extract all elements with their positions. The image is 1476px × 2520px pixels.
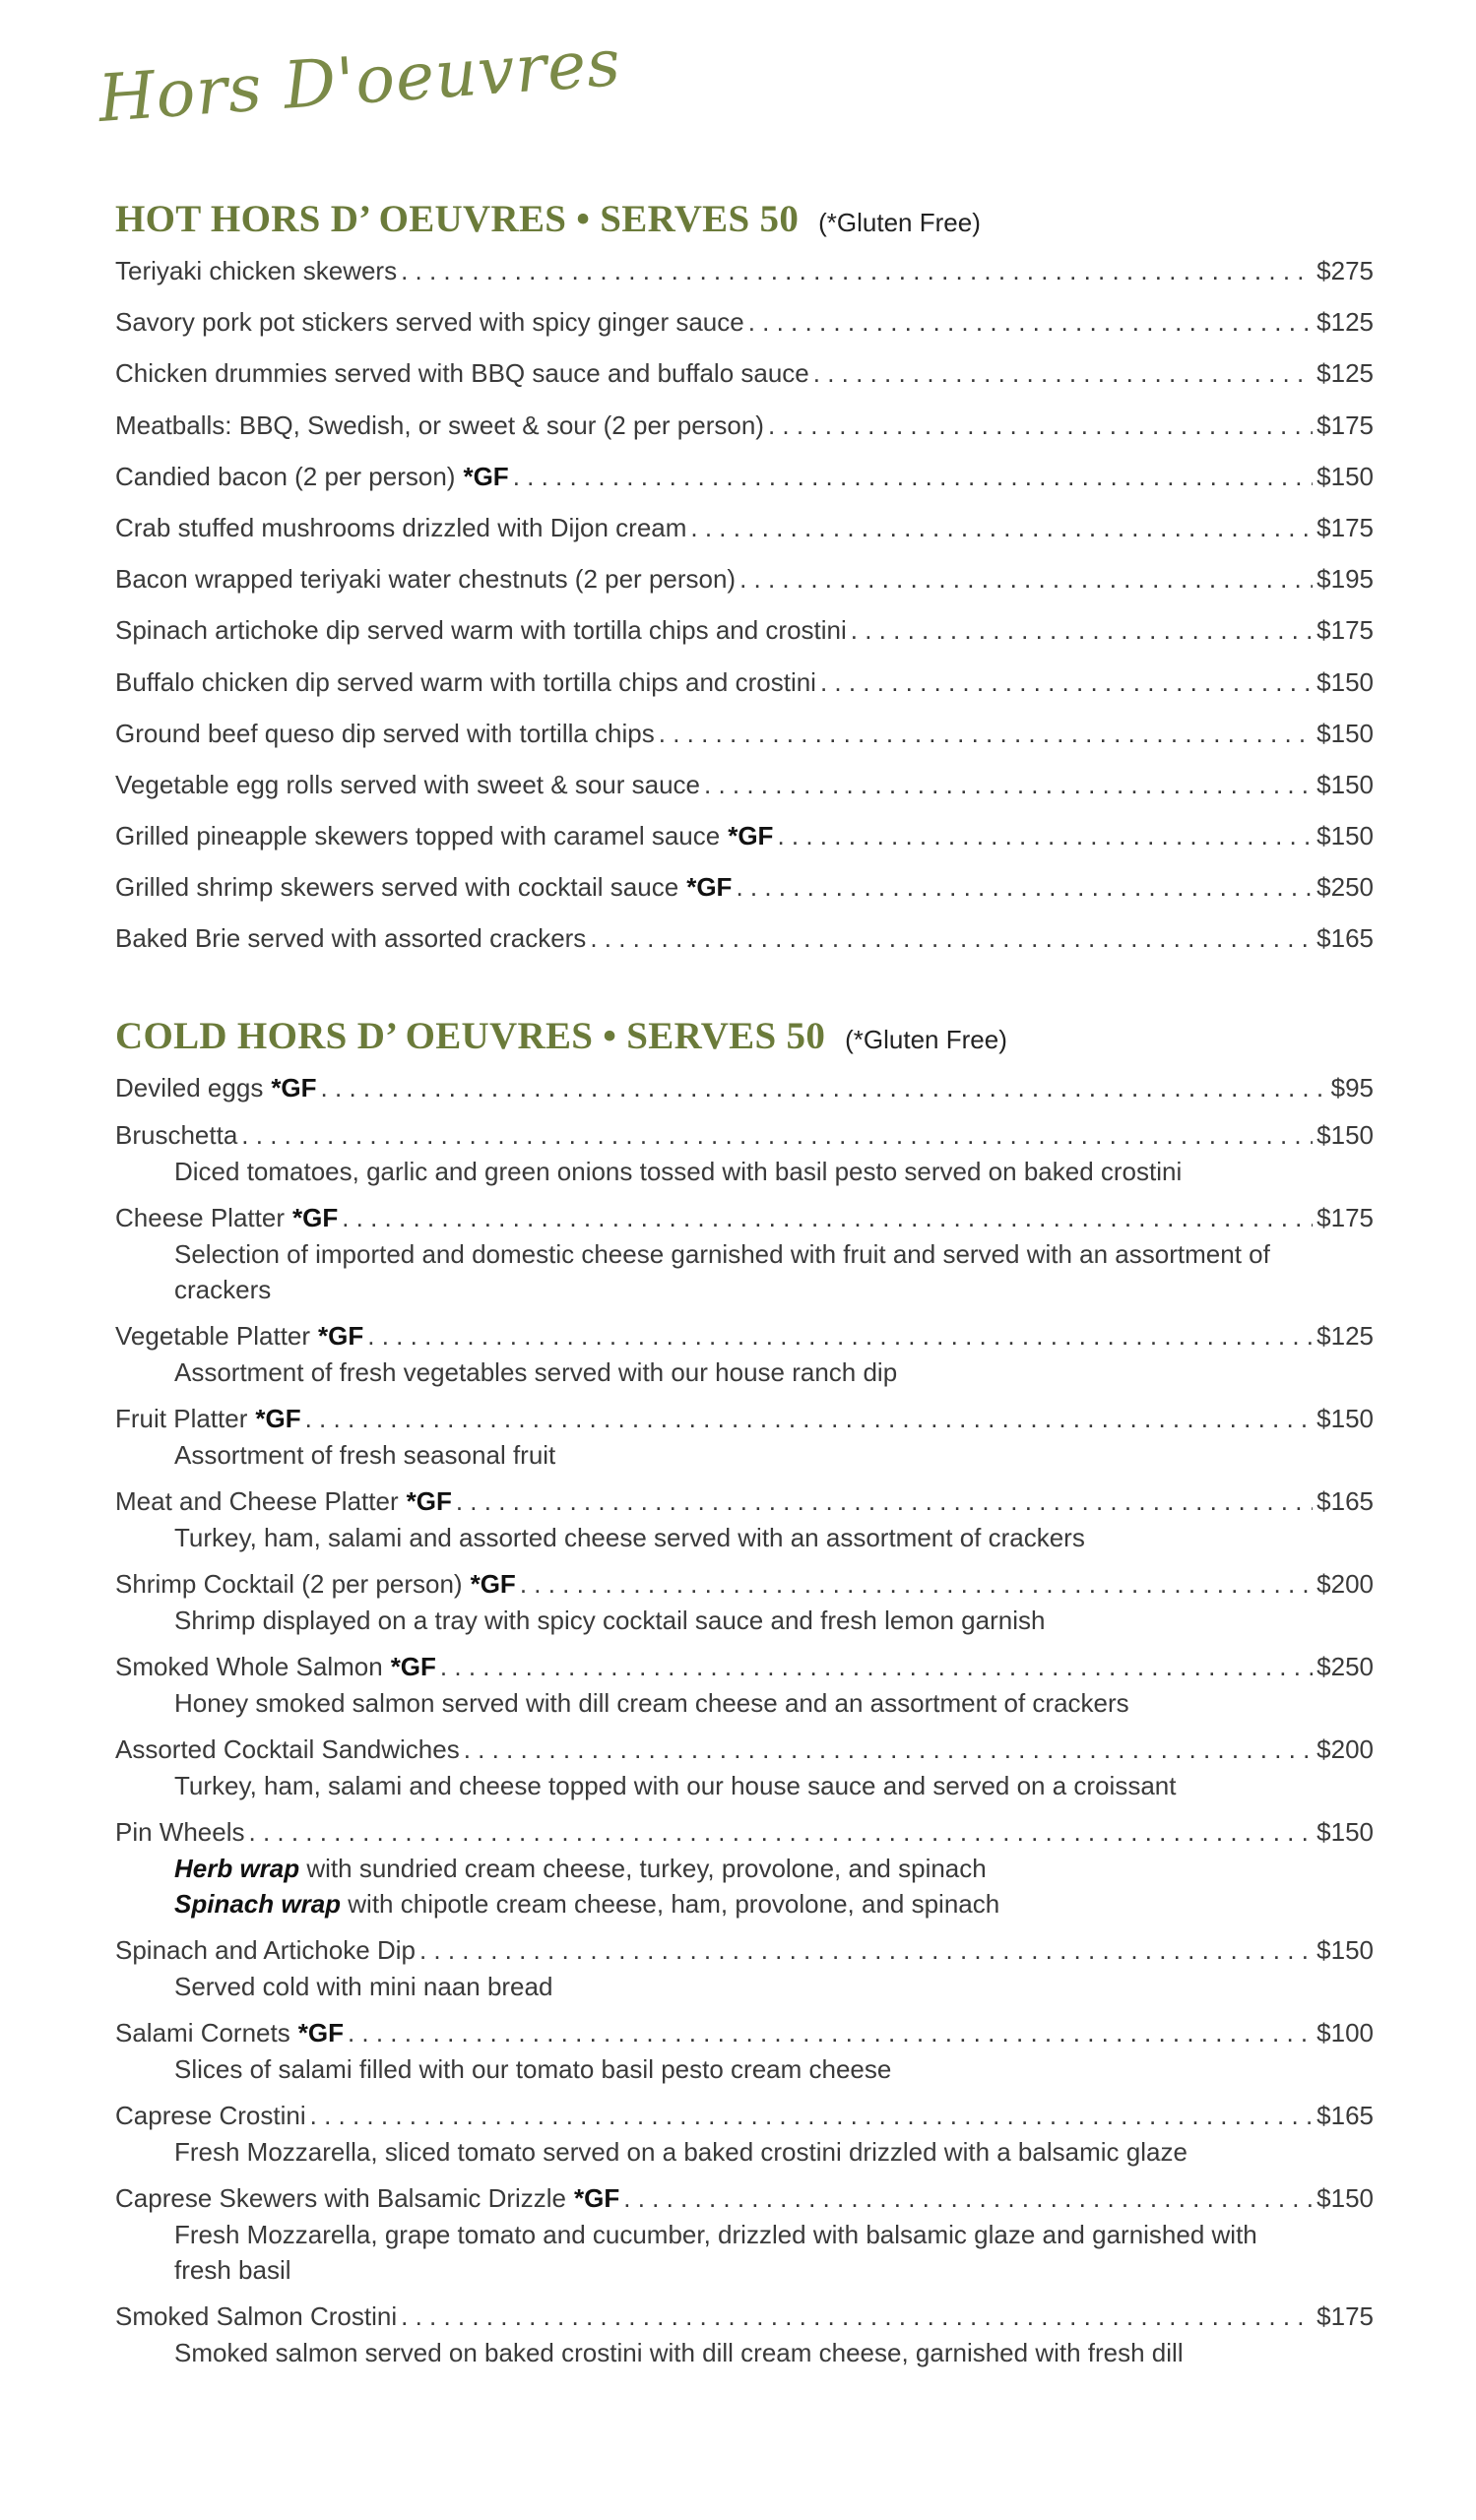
menu-item-variant <box>115 1851 1315 1886</box>
menu-item <box>115 872 1374 923</box>
menu-item-name: Smoked Whole Salmon <box>115 1652 383 1681</box>
menu-item-name: Caprese Skewers with Balsamic Drizzle <box>115 2183 567 2213</box>
hot-heading <box>115 197 1374 256</box>
menu-item-line <box>115 462 1374 497</box>
dot-leader <box>690 513 1313 543</box>
menu-item-name: Teriyaki chicken skewers <box>115 256 398 285</box>
gluten-free-marker: *GF <box>463 461 509 491</box>
menu-item-name: Vegetable Platter <box>115 1321 311 1351</box>
menu-item-line <box>115 872 1374 908</box>
gluten-free-marker: *GF <box>686 872 733 903</box>
gluten-free-marker: *GF <box>406 1486 452 1516</box>
menu-item-line <box>115 410 1374 446</box>
menu-item-line <box>115 256 1374 291</box>
menu-item-line <box>115 1073 1374 1106</box>
menu-item-price: $125 <box>1316 307 1374 338</box>
menu-item <box>115 307 1374 358</box>
menu-item-variant <box>115 1886 1315 1922</box>
menu-item-price: $150 <box>1316 821 1374 851</box>
dot-leader <box>249 1817 1314 1848</box>
menu-item-line <box>115 307 1374 343</box>
menu-item-price: $165 <box>1316 2101 1374 2130</box>
dot-leader <box>464 1734 1313 1765</box>
menu-item-price: $150 <box>1316 1935 1374 1965</box>
variant-name: Herb wrap <box>174 1854 300 1883</box>
dot-leader <box>590 923 1313 954</box>
menu-item-price: $275 <box>1316 256 1374 285</box>
dot-leader <box>813 358 1313 389</box>
menu-item-price: $250 <box>1316 872 1374 903</box>
menu-item-price: $150 <box>1316 1404 1374 1433</box>
dot-leader <box>704 770 1313 800</box>
dot-leader <box>520 1569 1313 1600</box>
menu-item-line <box>115 513 1374 548</box>
menu-item-price: $195 <box>1316 564 1374 595</box>
menu-item-name: Buffalo chicken dip served warm with tortilla chips and crostini <box>115 666 816 697</box>
menu-item-price: $175 <box>1316 615 1374 646</box>
menu-item-name: Salami Cornets <box>115 2018 290 2048</box>
menu-item-description: Fresh Mozzarella, sliced tomato served on a baked crostini drizzled with a balsamic glaze <box>174 2137 1187 2167</box>
menu-item-price: $250 <box>1316 1652 1374 1681</box>
menu-item <box>115 1935 1374 2004</box>
menu-item-line <box>115 667 1374 703</box>
gluten-free-marker: *GF <box>297 2018 344 2048</box>
menu-item-price: $200 <box>1316 1734 1374 1764</box>
menu-item <box>115 2101 1374 2170</box>
dot-leader <box>659 719 1313 749</box>
menu-item-description: Assortment of fresh vegetables served with our house ranch dip <box>174 1357 898 1387</box>
menu-item-price: $100 <box>1316 2018 1374 2048</box>
gluten-free-marker: *GF <box>390 1652 436 1681</box>
dot-leader <box>401 2301 1313 2332</box>
menu-item-line <box>115 1321 1374 1354</box>
menu-item-price: $95 <box>1330 1073 1374 1102</box>
dot-leader <box>736 872 1313 903</box>
menu-item <box>115 1817 1374 1922</box>
menu-item <box>115 719 1374 770</box>
menu-item <box>115 256 1374 307</box>
menu-item-name: Chicken drummies served with BBQ sauce and buffalo sauce <box>115 358 809 389</box>
hot-heading-title: HOT HORS D’ OEUVRES • SERVES 50 <box>115 198 800 240</box>
dot-leader <box>768 410 1313 441</box>
menu-item-line <box>115 1935 1374 1969</box>
menu-item <box>115 2018 1374 2087</box>
menu-item <box>115 1404 1374 1473</box>
menu-item-price: $175 <box>1316 410 1374 440</box>
menu-item-name: Ground beef queso dip served with tortilla chips <box>115 718 655 748</box>
dot-leader <box>367 1321 1313 1352</box>
menu-item-name: Meatballs: BBQ, Swedish, or sweet & sour (2 per person) <box>115 410 764 440</box>
menu-item-description: Shrimp displayed on a tray with spicy cocktail sauce and fresh lemon garnish <box>174 1606 1046 1635</box>
menu-item-description: Served cold with mini naan bread <box>174 1972 553 2001</box>
dot-leader <box>310 2101 1314 2131</box>
menu-item-line <box>115 564 1374 599</box>
menu-item-line <box>115 2101 1374 2134</box>
menu-item-name: Vegetable egg rolls served with sweet & sour sauce <box>115 769 701 799</box>
hot-section <box>115 197 1374 976</box>
menu-item-price: $150 <box>1316 769 1374 799</box>
gluten-free-marker: *GF <box>318 1321 364 1351</box>
menu-item-description: Honey smoked salmon served with dill cream cheese and an assortment of crackers <box>174 1688 1129 1718</box>
menu-item-line <box>115 1486 1374 1520</box>
menu-item-name: Pin Wheels <box>115 1817 245 1847</box>
menu-item <box>115 358 1374 410</box>
menu-item-description: Selection of imported and domestic cheese garnished with fruit and served with an assortment of crackers <box>174 1239 1270 1304</box>
menu-item <box>115 1486 1374 1555</box>
menu-item-price: $200 <box>1316 1569 1374 1599</box>
menu-item-price: $150 <box>1316 1120 1374 1150</box>
dot-leader <box>777 821 1313 851</box>
dot-leader <box>456 1486 1313 1517</box>
menu-item <box>115 1569 1374 1638</box>
menu-item-line <box>115 719 1374 754</box>
menu-item-description: Slices of salami filled with our tomato basil pesto cream cheese <box>174 2054 892 2084</box>
gluten-free-marker: *GF <box>470 1569 516 1599</box>
menu-item-name: Deviled eggs <box>115 1073 264 1102</box>
menu-item-name: Smoked Salmon Crostini <box>115 2301 398 2331</box>
menu-item-line <box>115 1652 1374 1685</box>
menu-item-name: Grilled pineapple skewers topped with caramel sauce <box>115 821 721 851</box>
gluten-free-marker: *GF <box>255 1404 301 1433</box>
menu-item <box>115 667 1374 719</box>
menu-item-line <box>115 923 1374 959</box>
dot-leader <box>348 2018 1313 2048</box>
menu-item <box>115 923 1374 975</box>
dot-leader <box>739 564 1313 595</box>
hot-heading-note: (*Gluten Free) <box>818 208 981 237</box>
menu-item-line <box>115 1120 1374 1154</box>
menu-item-line <box>115 2183 1374 2217</box>
dot-leader <box>513 462 1313 492</box>
menu-item <box>115 1073 1374 1106</box>
menu-item-price: $165 <box>1316 1486 1374 1516</box>
cold-heading-title: COLD HORS D’ OEUVRES • SERVES 50 <box>115 1015 826 1057</box>
menu-item-line <box>115 770 1374 805</box>
menu-item-line <box>115 615 1374 651</box>
menu-item-name: Cheese Platter <box>115 1203 285 1232</box>
dot-leader <box>305 1404 1314 1434</box>
menu-item-name: Grilled shrimp skewers served with cocktail sauce <box>115 872 679 903</box>
menu-item <box>115 410 1374 462</box>
dot-leader <box>440 1652 1313 1682</box>
menu-item-line <box>115 1569 1374 1603</box>
menu-item-price: $175 <box>1316 2301 1374 2331</box>
menu-item <box>115 615 1374 666</box>
cold-section <box>115 1014 1374 2384</box>
menu-item <box>115 770 1374 821</box>
menu-item-name: Fruit Platter <box>115 1404 248 1433</box>
menu-item-line <box>115 1404 1374 1437</box>
menu-item-price: $150 <box>1316 718 1374 748</box>
dot-leader <box>241 1120 1313 1151</box>
menu-item-name: Crab stuffed mushrooms drizzled with Dijon cream <box>115 512 687 542</box>
menu-item-description: Turkey, ham, salami and cheese topped with our house sauce and served on a croissant <box>174 1771 1177 1800</box>
menu-item-description: Turkey, ham, salami and assorted cheese served with an assortment of crackers <box>174 1523 1085 1552</box>
gluten-free-marker: *GF <box>291 1203 339 1232</box>
menu-item-name: Caprese Crostini <box>115 2101 306 2130</box>
menu-item-price: $150 <box>1316 666 1374 697</box>
menu-item-price: $150 <box>1316 461 1374 491</box>
menu-item-name: Savory pork pot stickers served with spicy ginger sauce <box>115 307 744 338</box>
page-title: Hors D'oeuvres <box>96 24 624 137</box>
menu-item-line <box>115 1203 1374 1236</box>
menu-item-name: Bruschetta <box>115 1120 238 1150</box>
cold-item-list <box>115 1073 1374 2370</box>
menu-item-line <box>115 2301 1374 2335</box>
menu-item <box>115 1652 1374 1721</box>
variant-description: with sundried cream cheese, turkey, provolone, and spinach <box>299 1854 987 1883</box>
variant-name: Spinach wrap <box>174 1889 342 1919</box>
variant-description: with chipotle cream cheese, ham, provolone, and spinach <box>341 1889 1000 1919</box>
menu-item-name: Shrimp Cocktail (2 per person) <box>115 1569 463 1599</box>
menu-item-price: $150 <box>1316 2183 1374 2213</box>
menu-item-description: Diced tomatoes, garlic and green onions tossed with basil pesto served on baked crostini <box>174 1157 1183 1186</box>
menu-item-line <box>115 821 1374 856</box>
menu-item-description: Smoked salmon served on baked crostini with dill cream cheese, garnished with fresh dill <box>174 2338 1184 2367</box>
menu-item-price: $150 <box>1316 1817 1374 1847</box>
menu-item-name: Assorted Cocktail Sandwiches <box>115 1734 460 1764</box>
menu-item-name: Baked Brie served with assorted crackers <box>115 923 587 954</box>
dot-leader <box>820 667 1313 698</box>
menu-item-line <box>115 1817 1374 1851</box>
dot-leader <box>321 1073 1327 1103</box>
menu-item <box>115 1203 1374 1307</box>
dot-leader <box>851 615 1313 646</box>
menu-item <box>115 1120 1374 1189</box>
menu-item-name: Meat and Cheese Platter <box>115 1486 399 1516</box>
menu-item-price: $125 <box>1316 358 1374 389</box>
menu-item <box>115 2301 1374 2370</box>
menu-item-name: Spinach artichoke dip served warm with tortilla chips and crostini <box>115 615 847 646</box>
menu-item <box>115 513 1374 564</box>
menu-item-line <box>115 2018 1374 2051</box>
dot-leader <box>419 1935 1313 1966</box>
dot-leader <box>401 256 1313 286</box>
menu-item <box>115 821 1374 872</box>
menu-item-line <box>115 1734 1374 1768</box>
menu-item <box>115 462 1374 513</box>
dot-leader <box>342 1203 1313 1233</box>
menu-item-line <box>115 358 1374 394</box>
dot-leader <box>748 307 1313 338</box>
menu-item <box>115 2183 1374 2288</box>
menu-item-price: $175 <box>1316 1203 1374 1232</box>
gluten-free-marker: *GF <box>728 821 774 851</box>
dot-leader <box>623 2183 1313 2214</box>
gluten-free-marker: *GF <box>574 2183 620 2213</box>
menu-item-price: $125 <box>1316 1321 1374 1351</box>
gluten-free-marker: *GF <box>271 1073 317 1102</box>
menu-item <box>115 564 1374 615</box>
menu-item-price: $175 <box>1316 512 1374 542</box>
hot-item-list <box>115 256 1374 976</box>
menu-item-name: Spinach and Artichoke Dip <box>115 1935 416 1965</box>
cold-heading-note: (*Gluten Free) <box>845 1025 1007 1054</box>
menu-item-description: Assortment of fresh seasonal fruit <box>174 1440 556 1470</box>
cold-heading <box>115 1014 1374 1073</box>
menu-item-description: Fresh Mozzarella, grape tomato and cucumber, drizzled with balsamic glaze and garnished with fresh basil <box>174 2220 1257 2285</box>
menu-item <box>115 1321 1374 1390</box>
menu-item-name: Bacon wrapped teriyaki water chestnuts (2 per person) <box>115 564 737 595</box>
menu-item-price: $165 <box>1316 923 1374 954</box>
menu-item-name: Candied bacon (2 per person) <box>115 461 456 491</box>
menu-item <box>115 1734 1374 1803</box>
